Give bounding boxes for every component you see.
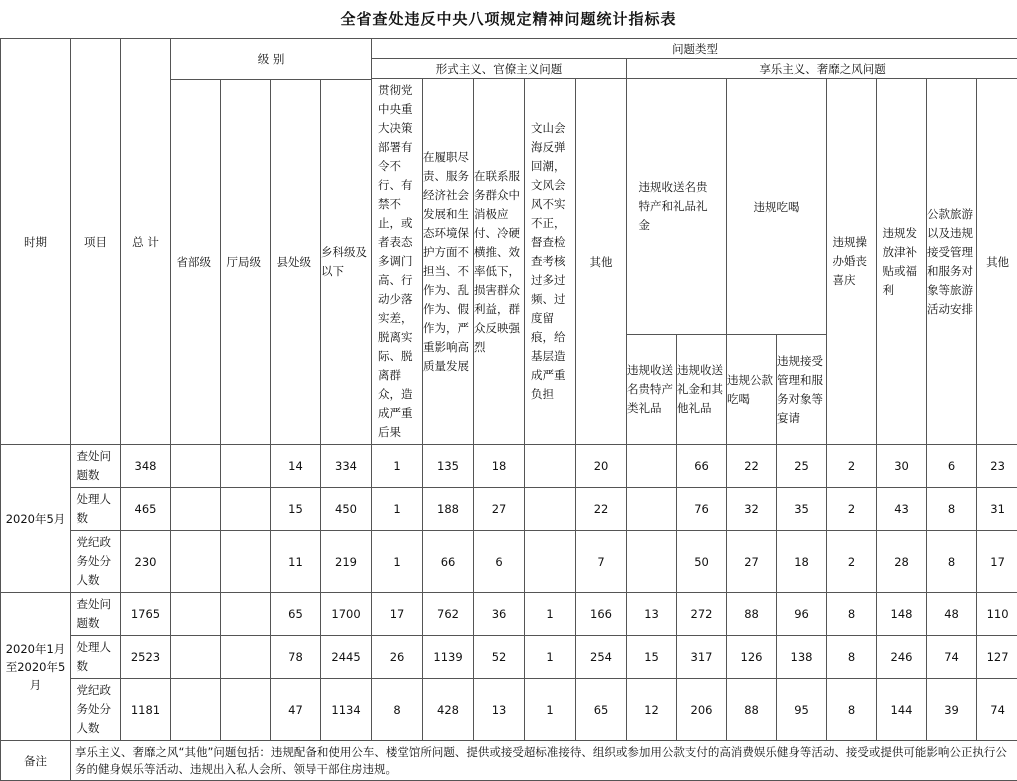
header-eating-col-2-label: 违规接受管理和服务对象等宴请 (777, 350, 827, 430)
header-total: 总 计 (121, 39, 171, 445)
header-hedonism-col-allowances-label: 违规发放津补贴或福利 (883, 222, 921, 302)
value-cell: 246 (877, 636, 927, 679)
value-cell (171, 593, 221, 636)
value-cell: 6 (927, 445, 977, 488)
header-hedonism-col-tourism (927, 79, 977, 445)
value-cell: 27 (474, 488, 525, 531)
header-eating-group: 违规吃喝 (727, 79, 827, 335)
header-formalism-col-other: 其他 (576, 79, 627, 445)
value-cell: 450 (321, 488, 372, 531)
value-cell: 88 (727, 679, 777, 741)
value-cell: 22 (727, 445, 777, 488)
value-cell: 1181 (121, 679, 171, 741)
value-cell: 6 (474, 531, 525, 593)
header-formalism-col-2-label: 在履职尽责、服务经济社会发展和生态环境保护方面不担当、不作为、乱作为、假作为，严重影响高质量发展 (423, 146, 473, 378)
value-cell: 23 (977, 445, 1017, 488)
value-cell: 18 (777, 531, 827, 593)
value-cell (171, 636, 221, 679)
value-cell: 148 (877, 593, 927, 636)
value-cell: 428 (423, 679, 474, 741)
table-row (1, 488, 1017, 531)
value-cell: 2523 (121, 636, 171, 679)
item-label: 查处问题数 (77, 593, 115, 635)
period-cell: 2020年1月至2020年5月 (1, 593, 71, 741)
value-cell (221, 679, 271, 741)
header-formalism-col-3-label: 在联系服务群众中消极应付、冷硬横推、效率低下，损害群众利益，群众反映强烈 (474, 165, 524, 359)
value-cell: 28 (877, 531, 927, 593)
item-cell (71, 636, 121, 679)
value-cell: 35 (777, 488, 827, 531)
value-cell: 20 (576, 445, 627, 488)
item-cell (71, 445, 121, 488)
value-cell: 30 (877, 445, 927, 488)
value-cell: 8 (827, 679, 877, 741)
value-cell: 13 (474, 679, 525, 741)
value-cell: 25 (777, 445, 827, 488)
item-label: 党纪政务处分人数 (77, 531, 115, 592)
value-cell: 12 (627, 679, 677, 741)
value-cell: 1 (525, 679, 576, 741)
value-cell: 11 (271, 531, 321, 593)
value-cell (627, 445, 677, 488)
value-cell: 74 (927, 636, 977, 679)
value-cell (627, 488, 677, 531)
value-cell: 1765 (121, 593, 171, 636)
value-cell: 317 (677, 636, 727, 679)
value-cell: 348 (121, 445, 171, 488)
value-cell: 7 (576, 531, 627, 593)
header-formalism-col-1 (372, 79, 423, 445)
value-cell: 1700 (321, 593, 372, 636)
header-formalism-col-1-label: 贯彻党中央重大决策部署有令不行、有禁不止，或者表态多调门高、行动少落实差，脱离实际、脱离群众，造成严重后果 (378, 79, 416, 444)
value-cell: 27 (727, 531, 777, 593)
value-cell (221, 636, 271, 679)
value-cell: 138 (777, 636, 827, 679)
header-formalism-group: 形式主义、官僚主义问题 (372, 59, 627, 79)
item-cell (71, 593, 121, 636)
item-label: 处理人数 (77, 636, 115, 678)
value-cell (221, 593, 271, 636)
value-cell: 31 (977, 488, 1017, 531)
note-row (1, 741, 1017, 781)
item-label: 查处问题数 (77, 445, 115, 487)
header-item: 项目 (71, 39, 121, 445)
header-hedonism-col-tourism-label: 公款旅游以及违规接受管理和服务对象等旅游活动安排 (927, 203, 977, 321)
table-row (1, 593, 1017, 636)
value-cell: 8 (372, 679, 423, 741)
value-cell: 39 (927, 679, 977, 741)
value-cell: 65 (576, 679, 627, 741)
value-cell: 2 (827, 488, 877, 531)
header-gifts-group-label: 违规收送名贵特产和礼品礼金 (639, 176, 715, 237)
header-eating-col-1-label: 违规公款吃喝 (727, 369, 777, 411)
header-formalism-col-3 (474, 79, 525, 445)
value-cell (525, 531, 576, 593)
header-level-provincial-label: 省部级 (177, 251, 215, 274)
header-hedonism-col-allowances (877, 79, 927, 445)
value-cell: 14 (271, 445, 321, 488)
table-data-body (1, 445, 1017, 741)
header-hedonism-group: 享乐主义、奢靡之风问题 (627, 59, 1017, 79)
header-level-bureau (221, 80, 271, 445)
value-cell (171, 679, 221, 741)
value-cell: 8 (827, 593, 877, 636)
value-cell: 1139 (423, 636, 474, 679)
value-cell: 188 (423, 488, 474, 531)
value-cell: 32 (727, 488, 777, 531)
note-label: 备注 (1, 741, 71, 781)
value-cell: 17 (977, 531, 1017, 593)
value-cell: 206 (677, 679, 727, 741)
value-cell: 126 (727, 636, 777, 679)
value-cell: 762 (423, 593, 474, 636)
value-cell: 272 (677, 593, 727, 636)
value-cell (627, 531, 677, 593)
header-level-township-label: 乡科级及以下 (321, 241, 371, 283)
value-cell: 135 (423, 445, 474, 488)
header-level-provincial (171, 80, 221, 445)
value-cell (171, 531, 221, 593)
value-cell: 95 (777, 679, 827, 741)
value-cell: 74 (977, 679, 1017, 741)
note-text: 享乐主义、奢靡之风“其他”问题包括：违规配备和使用公车、楼堂馆所问题、提供或接受超标准接待、组织或参加用公款支付的高消费娱乐健身等活动、接受或提供可能影响公正执行公务的健身娱乐等活动、违规出入私人会所、领导干部住房违规。 (71, 741, 1017, 781)
value-cell: 1 (372, 531, 423, 593)
item-cell (71, 679, 121, 741)
header-formalism-col-2 (423, 79, 474, 445)
header-eating-col-2 (777, 335, 827, 445)
value-cell: 26 (372, 636, 423, 679)
value-cell (221, 445, 271, 488)
header-formalism-col-4 (525, 79, 576, 445)
header-gifts-col-2 (677, 335, 727, 445)
value-cell: 43 (877, 488, 927, 531)
value-cell: 1 (372, 488, 423, 531)
value-cell: 52 (474, 636, 525, 679)
value-cell: 1 (525, 593, 576, 636)
header-level-county (271, 80, 321, 445)
header-gifts-col-2-label: 违规收送礼金和其他礼品 (677, 359, 727, 420)
value-cell: 2 (827, 445, 877, 488)
item-cell (71, 531, 121, 593)
item-label: 处理人数 (77, 488, 115, 530)
statistics-table (0, 38, 1017, 781)
value-cell: 15 (271, 488, 321, 531)
value-cell: 13 (627, 593, 677, 636)
value-cell: 230 (121, 531, 171, 593)
header-level: 级 别 (171, 39, 372, 80)
header-hedonism-col-weddings (827, 79, 877, 445)
table-row (1, 679, 1017, 741)
header-period: 时期 (1, 39, 71, 445)
value-cell: 8 (927, 488, 977, 531)
header-gifts-col-1 (627, 335, 677, 445)
value-cell: 36 (474, 593, 525, 636)
header-gifts-group (627, 79, 727, 335)
value-cell (171, 445, 221, 488)
page-title: 全省查处违反中央八项规定精神问题统计指标表 (0, 0, 1017, 38)
header-level-bureau-label: 厅局级 (227, 251, 265, 274)
value-cell: 127 (977, 636, 1017, 679)
value-cell: 78 (271, 636, 321, 679)
value-cell: 17 (372, 593, 423, 636)
value-cell: 76 (677, 488, 727, 531)
table-row (1, 445, 1017, 488)
value-cell: 8 (827, 636, 877, 679)
value-cell: 1 (525, 636, 576, 679)
value-cell: 65 (271, 593, 321, 636)
value-cell: 110 (977, 593, 1017, 636)
value-cell: 96 (777, 593, 827, 636)
value-cell: 1 (372, 445, 423, 488)
value-cell (525, 488, 576, 531)
value-cell: 465 (121, 488, 171, 531)
value-cell: 50 (677, 531, 727, 593)
header-hedonism-col-weddings-label: 违规操办婚丧喜庆 (833, 231, 871, 292)
value-cell (221, 531, 271, 593)
value-cell (221, 488, 271, 531)
value-cell: 15 (627, 636, 677, 679)
header-level-county-label: 县处级 (277, 251, 315, 274)
value-cell: 47 (271, 679, 321, 741)
value-cell: 2445 (321, 636, 372, 679)
table-row (1, 636, 1017, 679)
value-cell: 166 (576, 593, 627, 636)
value-cell: 22 (576, 488, 627, 531)
value-cell (525, 445, 576, 488)
value-cell: 66 (677, 445, 727, 488)
value-cell: 18 (474, 445, 525, 488)
header-formalism-col-4-label: 文山会海反弹回潮，文风会风不实不正，督查检查考核过多过频、过度留痕，给基层造成严重负担 (531, 117, 569, 406)
period-cell: 2020年5月 (1, 445, 71, 593)
header-problem-type: 问题类型 (372, 39, 1017, 59)
value-cell (171, 488, 221, 531)
value-cell: 1134 (321, 679, 372, 741)
value-cell: 219 (321, 531, 372, 593)
value-cell: 334 (321, 445, 372, 488)
header-eating-col-1 (727, 335, 777, 445)
item-label: 党纪政务处分人数 (77, 679, 115, 740)
value-cell: 48 (927, 593, 977, 636)
value-cell: 88 (727, 593, 777, 636)
header-level-township (321, 80, 372, 445)
value-cell: 8 (927, 531, 977, 593)
value-cell: 254 (576, 636, 627, 679)
value-cell: 144 (877, 679, 927, 741)
header-hedonism-col-other: 其他 (977, 79, 1017, 445)
item-cell (71, 488, 121, 531)
value-cell: 2 (827, 531, 877, 593)
header-gifts-col-1-label: 违规收送名贵特产类礼品 (627, 359, 677, 420)
value-cell: 66 (423, 531, 474, 593)
table-row (1, 531, 1017, 593)
